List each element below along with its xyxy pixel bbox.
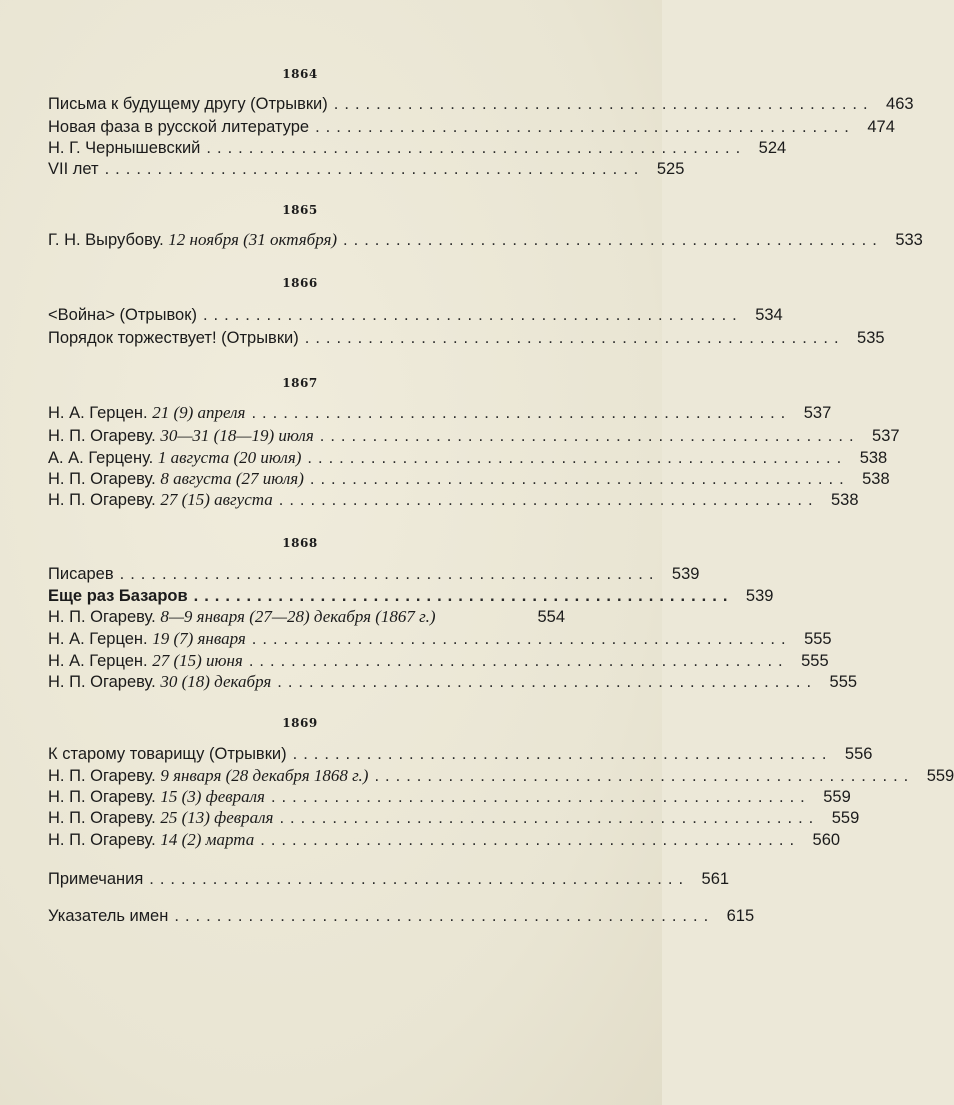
year-heading-1865: 1865 (282, 203, 318, 217)
entry-title: Указатель имен (48, 907, 169, 925)
leader-dots: ................................................... (270, 788, 811, 806)
toc-entry (48, 327, 885, 349)
entry-title: Порядок торжествует! (Отрывки) (48, 329, 299, 347)
toc-entry-name-index (48, 905, 755, 927)
toc-entry (48, 786, 851, 808)
toc-entry (48, 743, 873, 765)
entry-title: Еще раз Базаров (48, 587, 188, 605)
leader-dots: ................................................... (104, 160, 645, 178)
entry-title: Новая фаза в русской литературе (48, 118, 310, 136)
leader-dots: ................................................... (292, 745, 833, 763)
entry-title: Н. А. Герцен. 21 (9) апреля (48, 403, 246, 422)
toc-entry (48, 229, 923, 251)
year-heading-1867: 1867 (282, 376, 318, 390)
entry-page-number: 560 (812, 831, 841, 849)
entry-page-number: 533 (895, 231, 923, 249)
entry-title: Н. П. Огареву. 8—9 января (27—28) декабря (1867 г.) (48, 607, 436, 626)
year-heading-1869: 1869 (282, 716, 318, 730)
entry-page-number: 538 (859, 449, 888, 467)
year-heading-1866: 1866 (282, 276, 318, 290)
leader-dots: ................................................... (279, 809, 820, 827)
toc-entry (48, 671, 858, 693)
toc-entry (48, 304, 783, 326)
leader-dots: ................................................... (315, 118, 855, 136)
entry-title: Н. П. Огареву. 30—31 (18—19) июля (48, 426, 314, 445)
leader-dots: ................................................... (333, 95, 874, 113)
toc-entry (48, 585, 774, 607)
entry-page-number: 559 (831, 809, 860, 827)
entry-page-number: 474 (867, 118, 895, 136)
entry-page-number: 524 (758, 139, 787, 157)
entry-title: Н. П. Огареву. 15 (3) февраля (48, 787, 265, 806)
leader-dots: ................................................... (206, 139, 747, 157)
toc-entry (48, 468, 890, 490)
toc-entry (48, 650, 829, 672)
toc-entry (48, 447, 888, 469)
year-heading-1864: 1864 (282, 67, 318, 81)
entry-title: Примечания (48, 870, 144, 888)
entry-page-number: 537 (803, 404, 832, 422)
leader-dots: ................................................... (202, 306, 743, 324)
toc-entry (48, 807, 860, 829)
toc-entry (48, 402, 832, 424)
entry-title: Н. Г. Чернышевский (48, 139, 201, 157)
toc-entry (48, 628, 832, 650)
leader-dots: ................................................... (278, 491, 819, 509)
entry-title: Письма к будущему другу (Отрывки) (48, 95, 328, 113)
entry-title: Н. А. Герцен. 19 (7) января (48, 629, 246, 648)
leader-dots: ................................................... (343, 231, 883, 249)
leader-dots: ................................................... (260, 831, 801, 849)
entry-title: Н. П. Огареву. 9 января (28 декабря 1868 г.) (48, 766, 369, 785)
toc-entry (48, 425, 900, 447)
entry-page-number: 559 (926, 767, 954, 785)
year-heading-1868: 1868 (282, 536, 318, 550)
leader-dots: ................................................... (277, 673, 818, 691)
leader-dots: ................................................... (251, 404, 792, 422)
entry-page-number: 554 (537, 608, 565, 626)
leader-dots: ................................................... (307, 449, 848, 467)
entry-page-number: 556 (844, 745, 873, 763)
entry-page-number: 559 (823, 788, 851, 806)
entry-title: К старому товарищу (Отрывки) (48, 745, 287, 763)
entry-page-number: 534 (755, 306, 783, 324)
leader-dots: ................................................... (119, 565, 660, 583)
entry-page-number: 555 (829, 673, 858, 691)
leader-dots: ................................................... (251, 630, 792, 648)
toc-entry (48, 158, 685, 180)
entry-page-number: 561 (701, 870, 730, 888)
toc-entry (48, 489, 859, 511)
entry-page-number: 525 (656, 160, 685, 178)
leader-dots: ................................................... (248, 652, 789, 670)
entry-title: Н. П. Огареву. 25 (13) февраля (48, 808, 274, 827)
toc-entry (48, 765, 954, 787)
entry-title: Н. А. Герцен. 27 (15) июня (48, 651, 243, 670)
entry-page-number: 463 (886, 95, 914, 113)
entry-page-number: 538 (831, 491, 859, 509)
entry-title: Н. П. Огареву. 8 августа (27 июля) (48, 469, 304, 488)
entry-title: А. А. Герцену. 1 августа (20 июля) (48, 448, 302, 467)
toc-entry (48, 116, 895, 138)
entry-title: Н. П. Огареву. 30 (18) декабря (48, 672, 272, 691)
entry-title: Н. П. Огареву. 27 (15) августа (48, 490, 273, 509)
leader-dots: ................................................... (304, 329, 845, 347)
leader-dots: ................................................... (309, 470, 850, 488)
leader-dots: ................................................... (174, 907, 715, 925)
toc-entry (48, 606, 565, 628)
entry-page-number: 615 (726, 907, 755, 925)
toc-entry (48, 563, 700, 585)
toc-entry-notes (48, 868, 730, 890)
entry-page-number: 539 (745, 587, 774, 605)
entry-title: <Война> (Отрывок) (48, 306, 197, 324)
entry-title: Г. Н. Вырубову. 12 ноября (31 октября) (48, 230, 338, 249)
toc-entry (48, 93, 914, 115)
leader-dots: ................................................... (193, 587, 734, 605)
leader-dots: ................................................... (149, 870, 690, 888)
entry-page-number: 555 (801, 652, 829, 670)
leader-dots: ................................................... (374, 767, 915, 785)
entry-title: VII лет (48, 160, 99, 178)
entry-page-number: 535 (857, 329, 885, 347)
entry-page-number: 538 (862, 470, 890, 488)
leader-dots: ................................................... (319, 427, 860, 445)
toc-entry (48, 829, 841, 851)
entry-title: Писарев (48, 565, 114, 583)
entry-page-number: 555 (804, 630, 832, 648)
entry-title: Н. П. Огареву. 14 (2) марта (48, 830, 255, 849)
toc-entry (48, 137, 787, 159)
entry-page-number: 539 (671, 565, 700, 583)
entry-page-number: 537 (872, 427, 900, 445)
